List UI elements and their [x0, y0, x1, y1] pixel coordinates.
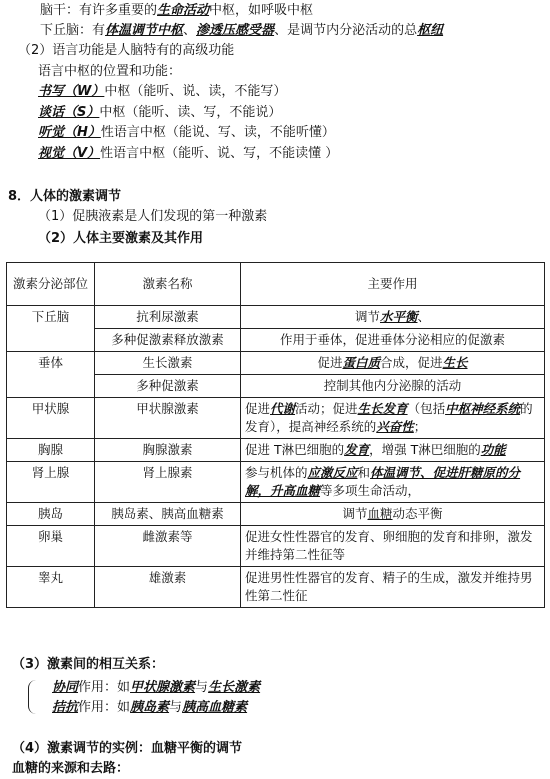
emphasis: 功能 [480, 442, 506, 457]
table-row [7, 306, 545, 329]
table-header-row [7, 263, 545, 306]
text: 中枢（能听、说、读，不能写） [104, 84, 287, 99]
speech-center-line [38, 104, 281, 122]
text: 和 [357, 465, 371, 480]
hormone-cell: 多种促激素释放激素 [95, 329, 241, 352]
gland-cell: 睾丸 [7, 567, 95, 608]
text: 性语言中枢（能说、写、读，不能听懂） [100, 125, 335, 140]
hormone-cell: 甲状腺激素 [95, 398, 241, 439]
emphasis: 代谢 [270, 401, 296, 416]
emphasis: 胰岛素 [130, 700, 170, 715]
function-cell [241, 398, 545, 439]
header-function: 主要作用 [241, 263, 545, 306]
text: 中枢（能听、读、写，不能说） [99, 105, 282, 120]
header-hormone: 激素名称 [95, 263, 241, 306]
emphasis: 蛋白质 [342, 355, 380, 370]
text: 调节 [354, 309, 380, 324]
table-row [7, 462, 545, 503]
text: 脑干：有许多重要的 [40, 3, 158, 18]
emphasis: 生长激素 [208, 680, 261, 695]
section-8-title: 8．人体的激素调节 [8, 189, 122, 204]
hearing-center-line [38, 124, 335, 142]
emphasis: 渗透压感受器 [196, 23, 275, 38]
gland-cell: 下丘脑 [7, 306, 95, 352]
emphasis: 听觉（H） [38, 125, 101, 140]
emphasis: 视觉（V） [38, 146, 101, 161]
hormone-cell: 抗利尿激素 [95, 306, 241, 329]
table-row [7, 503, 545, 526]
section-3-title: （3）激素间的相互关系： [12, 657, 165, 672]
hormone-cell: 雌激素等 [95, 526, 241, 567]
text: 与 [169, 700, 183, 715]
section-4-subtitle: 血糖的来源和去路： [12, 761, 130, 776]
synergy-line [52, 679, 260, 697]
gland-cell: 卵巢 [7, 526, 95, 567]
emphasis: 生长 [442, 355, 468, 370]
function-cell: 控制其他内分泌腺的活动 [241, 375, 545, 398]
function-cell [241, 503, 545, 526]
function-cell: 促进女性性器官的发育、卵细胞的发育和排卵，激发并维持第二性征等 [241, 526, 545, 567]
gland-cell: 垂体 [7, 352, 95, 398]
emphasis: 血糖 [367, 506, 393, 521]
text: 作用：如 [78, 700, 131, 715]
emphasis: 应激反应 [307, 465, 358, 480]
text: ，增强 T淋巴细胞的 [369, 442, 481, 457]
emphasis: 兴奋性 [376, 419, 414, 434]
gland-cell: 肾上腺 [7, 462, 95, 503]
antagonism-line [52, 699, 247, 717]
table-row [7, 439, 545, 462]
emphasis: 胰高血糖素 [182, 700, 248, 715]
emphasis: 体温调节、促进肝糖原的分解，升高血糖 [245, 465, 521, 498]
text: 与 [195, 680, 209, 695]
emphasis: 拮抗 [52, 700, 79, 715]
emphasis: 协同 [52, 680, 79, 695]
section-8-item-2: （2）人体主要激素及其作用 [38, 231, 204, 246]
text: 参与机体的 [245, 465, 308, 480]
text: 促进 [317, 355, 343, 370]
hormone-cell: 多种促激素 [95, 375, 241, 398]
emphasis: 水平衡 [379, 309, 418, 324]
hormone-cell: 生长激素 [95, 352, 241, 375]
text: 、是调节内分泌活动的总 [274, 23, 418, 38]
brace [28, 680, 39, 714]
function-cell [241, 462, 545, 503]
writing-center-line [38, 83, 286, 101]
emphasis: 体温调节中枢 [105, 23, 184, 38]
hormone-cell: 雄激素 [95, 567, 241, 608]
hypothalamus-line [40, 22, 443, 40]
table-row [7, 526, 545, 567]
hormone-cell: 胰岛素、胰高血糖素 [95, 503, 241, 526]
text: 等多项生命活动， [320, 483, 421, 498]
text: 合成，促进 [380, 355, 443, 370]
section-4-title: （4）激素调节的实例：血糖平衡的调节 [12, 741, 243, 756]
text: 性语言中枢（能听、说、写，不能读懂 ） [100, 146, 339, 161]
text: 作用：如 [78, 680, 131, 695]
gland-cell: 甲状腺 [7, 398, 95, 439]
text: ； [413, 419, 427, 434]
section-8-item-1: （1）促胰液素是人们发现的第一种激素 [38, 209, 268, 224]
emphasis: 枢纽 [417, 23, 444, 38]
table-row [7, 398, 545, 439]
text: 下丘脑：有 [40, 23, 106, 38]
text: 调节 [342, 506, 368, 521]
table-row [7, 567, 545, 608]
text: 的发育），提高神经系统的 [245, 401, 533, 434]
visual-center-line [38, 145, 338, 163]
function-cell [241, 439, 545, 462]
emphasis: 生命活动 [157, 3, 210, 18]
text: 活动；促进 [295, 401, 358, 416]
text: （包括 [407, 401, 446, 416]
text: 中枢，如呼吸中枢 [209, 3, 314, 18]
function-cell: 作用于垂体，促进垂体分泌相应的促激素 [241, 329, 545, 352]
text: 促进 [245, 401, 271, 416]
hormone-cell: 肾上腺素 [95, 462, 241, 503]
text: 动态平衡 [392, 506, 443, 521]
function-cell [241, 306, 545, 329]
function-cell: 促进男性性器官的发育、精子的生成，激发并维持男性第二性征 [241, 567, 545, 608]
table-row [7, 352, 545, 375]
text: 促进 T淋巴细胞的 [245, 442, 345, 457]
emphasis: 谈话（S） [38, 105, 100, 120]
emphasis: 书写（W） [38, 84, 105, 99]
gland-cell: 胰岛 [7, 503, 95, 526]
emphasis: 甲状腺激素 [130, 680, 196, 695]
hormone-table [6, 262, 545, 608]
text: 、 [417, 309, 431, 324]
emphasis: 中枢神经系统 [445, 401, 521, 416]
emphasis: 发育 [344, 442, 370, 457]
language-subtitle: 语言中枢的位置和功能： [38, 64, 182, 79]
emphasis: 生长发育 [357, 401, 408, 416]
function-cell [241, 352, 545, 375]
gland-cell: 胸腺 [7, 439, 95, 462]
language-title: （2）语言功能是人脑特有的高级功能 [18, 43, 235, 58]
text: 、 [183, 23, 197, 38]
header-gland: 激素分泌部位 [7, 263, 95, 306]
hormone-cell: 胸腺激素 [95, 439, 241, 462]
brainstem-line [40, 2, 313, 20]
